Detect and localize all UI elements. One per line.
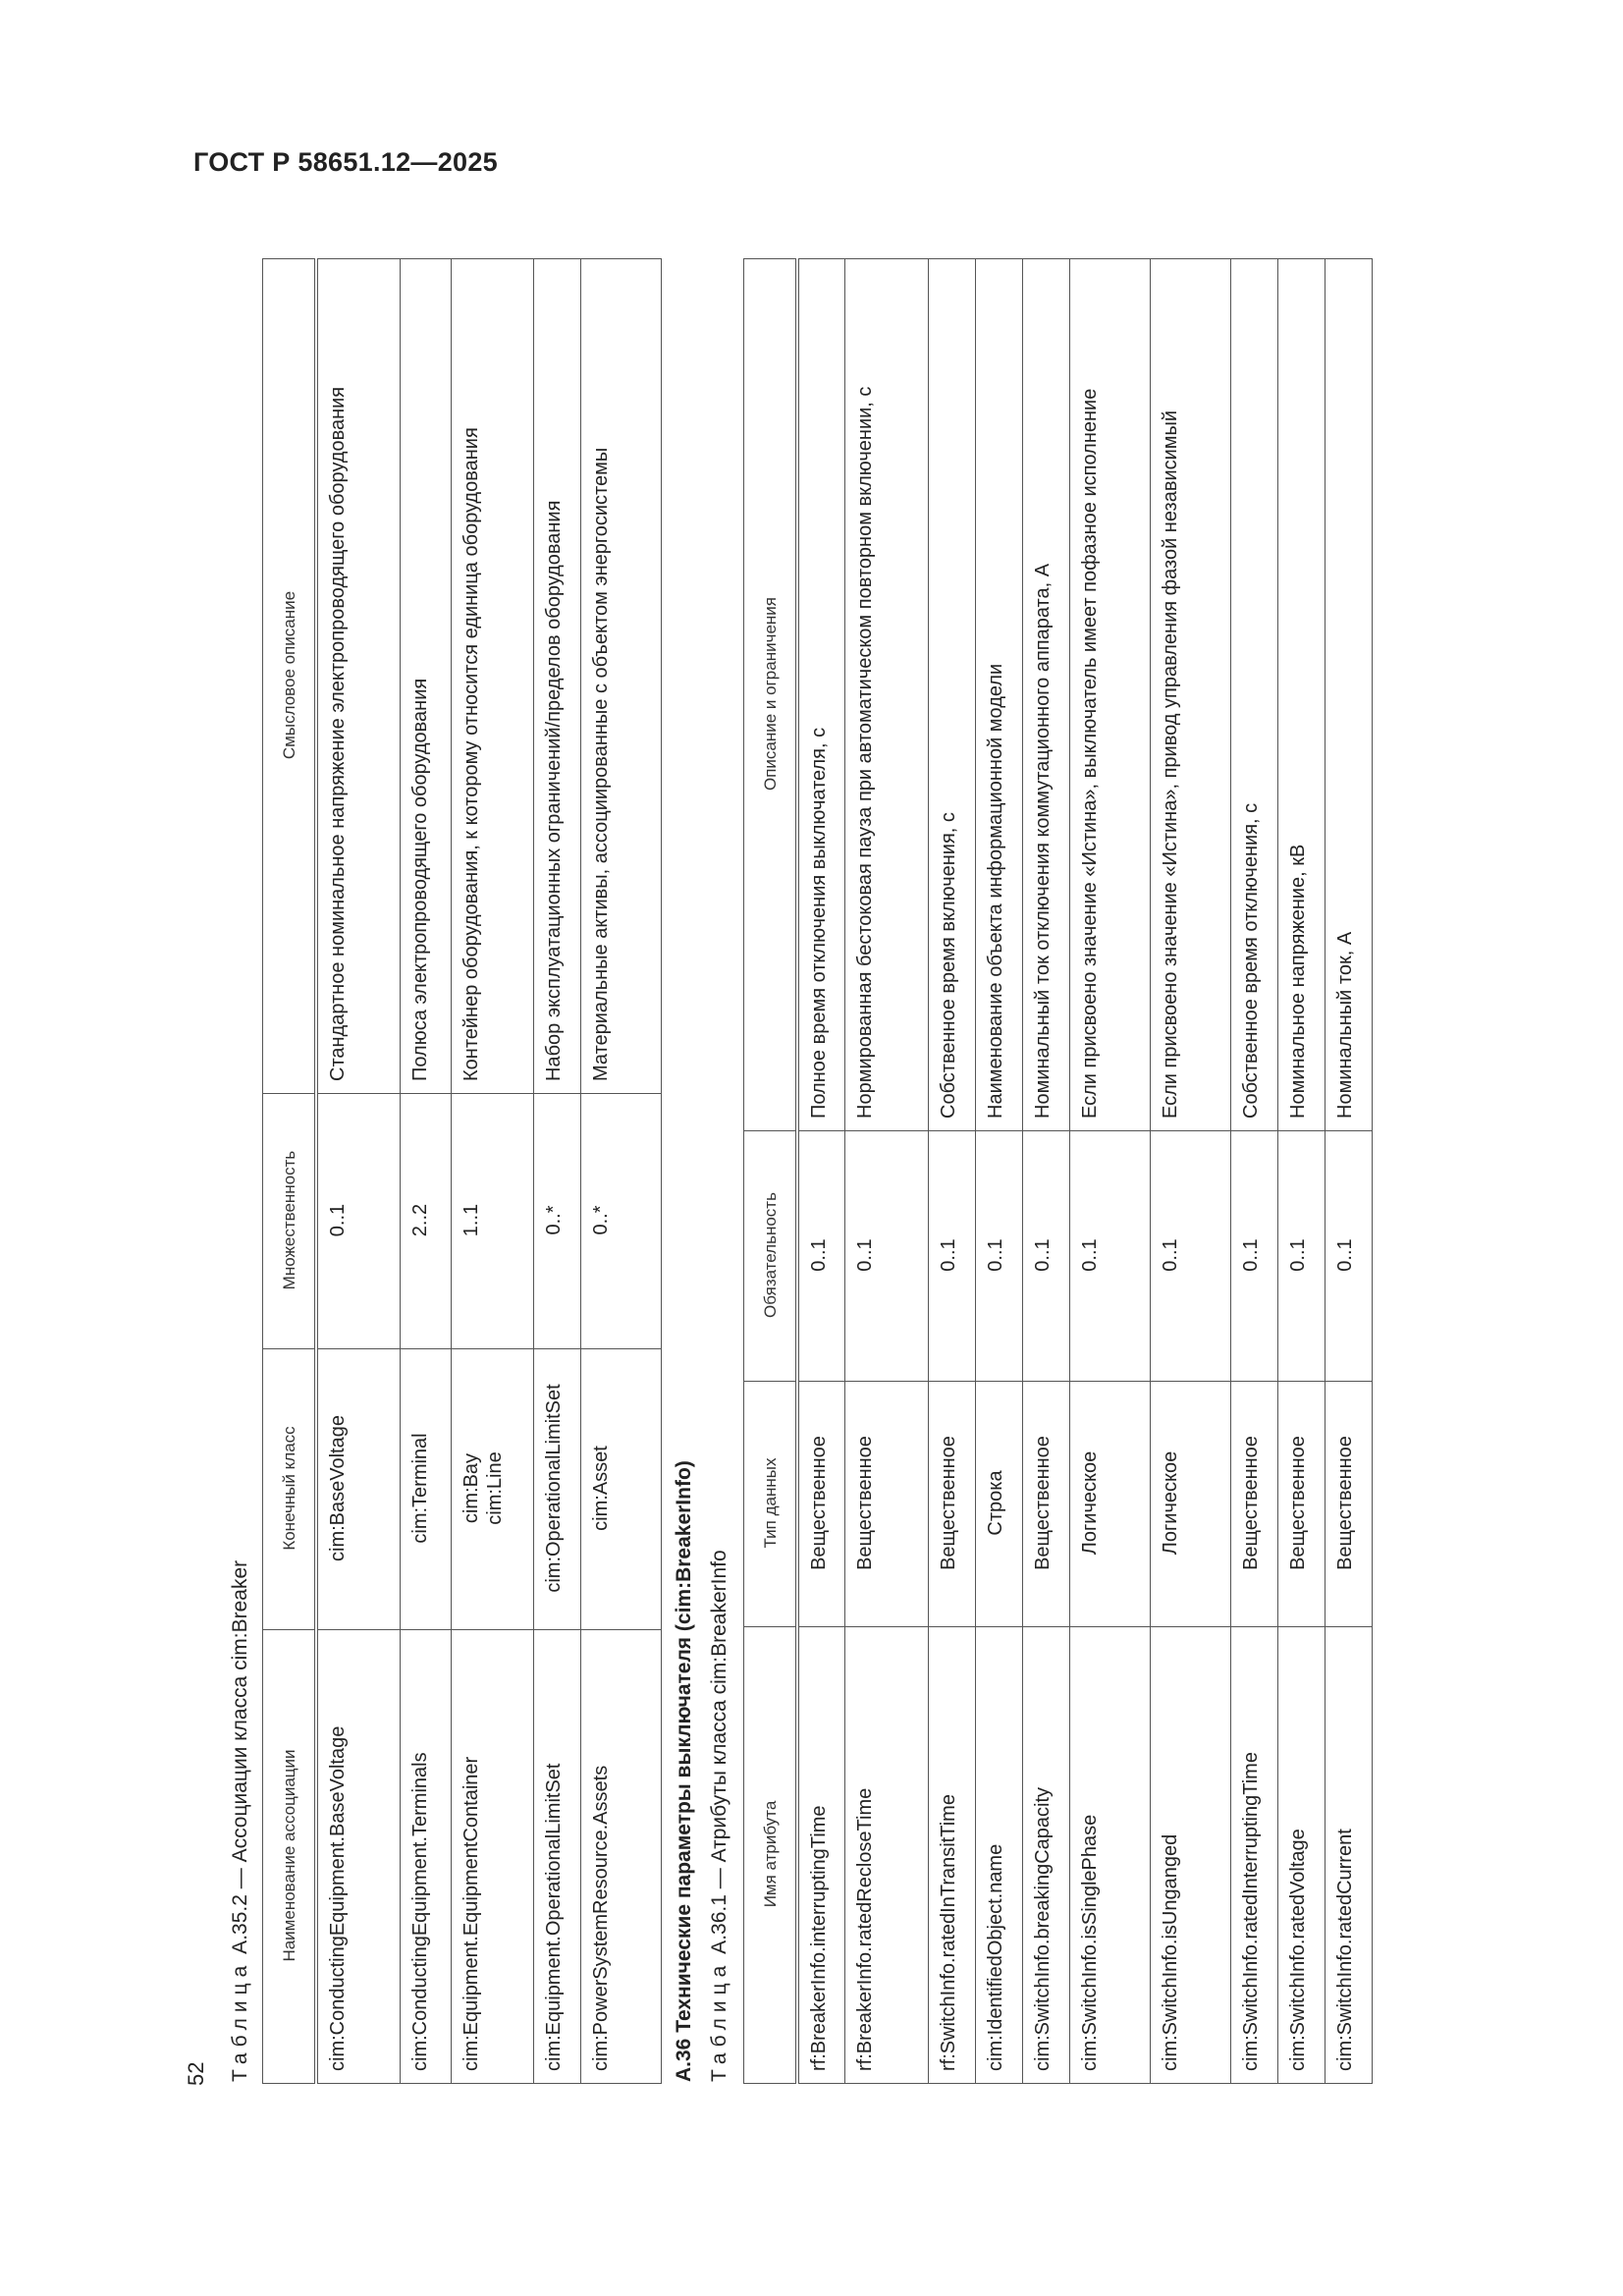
table-row <box>928 259 975 2084</box>
table1-cell: cim:Terminal <box>400 1349 451 1630</box>
table1-caption-prefix: Таблица <box>229 1959 251 2082</box>
table2-cell: Строка <box>975 1382 1022 1627</box>
standard-designation: ГОСТ Р 58651.12—2025 <box>193 147 498 177</box>
table2-cell: Вещественное <box>928 1382 975 1627</box>
table2-cell: cim:SwitchInfo.breakingCapacity <box>1022 1627 1069 2084</box>
table1-col-header: Множественность <box>263 1094 317 1349</box>
table2-cell: Вещественное <box>1230 1382 1277 1627</box>
table1-header-row <box>263 259 317 2084</box>
table2-cell: rf:BreakerInfo.interruptingTime <box>797 1627 844 2084</box>
table2-header-row <box>744 259 798 2084</box>
table2-col-header: Обязательность <box>744 1131 798 1382</box>
table1-caption-text: А.35.2 — Ассоциации класса cim:Breaker <box>229 1559 251 1954</box>
table2-cell: cim:SwitchInfo.ratedCurrent <box>1325 1627 1372 2084</box>
table2-cell: Собственное время включения, с <box>928 259 975 1131</box>
table1-cell: Полюса электропроводящего оборудования <box>400 259 451 1094</box>
table2-cell: Вещественное <box>1277 1382 1325 1627</box>
table2-cell: 0..1 <box>1277 1131 1325 1382</box>
table1-cell: cim:ConductingEquipment.Terminals <box>400 1630 451 2084</box>
table2-cell: 0..1 <box>975 1131 1022 1382</box>
table2-cell: rf:SwitchInfo.ratedInTransitTime <box>928 1627 975 2084</box>
table2-caption <box>708 1550 731 2082</box>
table2-cell: Полное время отключения выключателя, с <box>797 259 844 1131</box>
section-title: А.36 Технические параметры выключателя (cim:BreakerInfo) <box>673 1460 695 2082</box>
table-row <box>316 259 400 2084</box>
table2-cell: 0..1 <box>1069 1131 1150 1382</box>
table1-cell: 0..* <box>533 1094 580 1349</box>
table1-cell: 2..2 <box>400 1094 451 1349</box>
table2-cell: Вещественное <box>1325 1382 1372 1627</box>
table2-cell: 0..1 <box>844 1131 928 1382</box>
table1-cell: cim:Equipment.OperationalLimitSet <box>533 1630 580 2084</box>
table2-caption-prefix: Таблица <box>708 1959 730 2082</box>
table1-cell: cim:Bay cim:Line <box>451 1349 533 1630</box>
associations-table <box>262 258 662 2084</box>
table1-cell: cim:PowerSystemResource.Assets <box>580 1630 661 2084</box>
table2-cell: cim:SwitchInfo.ratedInterruptingTime <box>1230 1627 1277 2084</box>
table1-cell: 0..1 <box>316 1094 400 1349</box>
rotated-content <box>184 247 1399 2094</box>
table2-cell: Если присвоено значение «Истина», выключатель имеет пофазное исполнение <box>1069 259 1150 1131</box>
table2-cell: Номинальный ток, А <box>1325 259 1372 1131</box>
table1-cell: Стандартное номинальное напряжение электропроводящего оборудования <box>316 259 400 1094</box>
table1-cell: Набор эксплуатационных ограничений/пределов оборудования <box>533 259 580 1094</box>
table1-col-header: Наименование ассоциации <box>263 1630 317 2084</box>
table-row <box>1230 259 1277 2084</box>
table1-cell: cim:ConductingEquipment.BaseVoltage <box>316 1630 400 2084</box>
table2-cell: Собственное время отключения, с <box>1230 259 1277 1131</box>
table1-cell: cim:BaseVoltage <box>316 1349 400 1630</box>
table2-col-header: Тип данных <box>744 1382 798 1627</box>
table-row <box>580 259 661 2084</box>
table-row <box>1069 259 1150 2084</box>
table2-cell: Вещественное <box>797 1382 844 1627</box>
table-row <box>1022 259 1069 2084</box>
table2-cell: Если присвоено значение «Истина», привод управления фазой независимый <box>1150 259 1230 1131</box>
table2-cell: Номинальное напряжение, кВ <box>1277 259 1325 1131</box>
table-row <box>1277 259 1325 2084</box>
table-row <box>844 259 928 2084</box>
table2-cell: cim:SwitchInfo.isSinglePhase <box>1069 1627 1150 2084</box>
table2-col-header: Описание и ограничения <box>744 259 798 1131</box>
table2-caption-text: А.36.1 — Атрибуты класса cim:BreakerInfo <box>708 1550 730 1954</box>
table1-cell: Контейнер оборудования, к которому относится единица оборудования <box>451 259 533 1094</box>
table-row <box>451 259 533 2084</box>
table-row <box>1325 259 1372 2084</box>
table-row <box>1150 259 1230 2084</box>
table2-cell: Логическое <box>1069 1382 1150 1627</box>
table2-cell: 0..1 <box>797 1131 844 1382</box>
table1-cell: cim:OperationalLimitSet <box>533 1349 580 1630</box>
table2-cell: cim:IdentifiedObject.name <box>975 1627 1022 2084</box>
table1-cell: Материальные активы, ассоциированные с объектом энергосистемы <box>580 259 661 1094</box>
table1-cell: 1..1 <box>451 1094 533 1349</box>
table2-cell: 0..1 <box>1022 1131 1069 1382</box>
table2-cell: cim:SwitchInfo.isUnganged <box>1150 1627 1230 2084</box>
table-row <box>533 259 580 2084</box>
table1-cell: cim:Equipment.EquipmentContainer <box>451 1630 533 2084</box>
table2-cell: 0..1 <box>1325 1131 1372 1382</box>
table2-cell: Нормированная бестоковая пауза при автоматическом повторном включении, с <box>844 259 928 1131</box>
attributes-table <box>743 258 1373 2084</box>
table2-cell: 0..1 <box>1230 1131 1277 1382</box>
table-row <box>400 259 451 2084</box>
table2-cell: Вещественное <box>844 1382 928 1627</box>
table-row <box>975 259 1022 2084</box>
table1-col-header: Смысловое описание <box>263 259 317 1094</box>
table1-col-header: Конечный класс <box>263 1349 317 1630</box>
table2-cell: Логическое <box>1150 1382 1230 1627</box>
table2-cell: rf:BreakerInfo.ratedRecloseTime <box>844 1627 928 2084</box>
table-row <box>797 259 844 2084</box>
table2-cell: Вещественное <box>1022 1382 1069 1627</box>
table2-cell: Наименование объекта информационной модели <box>975 259 1022 1131</box>
table2-cell: cim:SwitchInfo.ratedVoltage <box>1277 1627 1325 2084</box>
page-number: 52 <box>184 2061 208 2086</box>
table1-cell: 0..* <box>580 1094 661 1349</box>
table2-col-header: Имя атрибута <box>744 1627 798 2084</box>
table1-cell: cim:Asset <box>580 1349 661 1630</box>
table2-cell: 0..1 <box>928 1131 975 1382</box>
table1-caption <box>229 1560 252 2082</box>
table2-cell: Номинальный ток отключения коммутационного аппарата, А <box>1022 259 1069 1131</box>
table2-cell: 0..1 <box>1150 1131 1230 1382</box>
